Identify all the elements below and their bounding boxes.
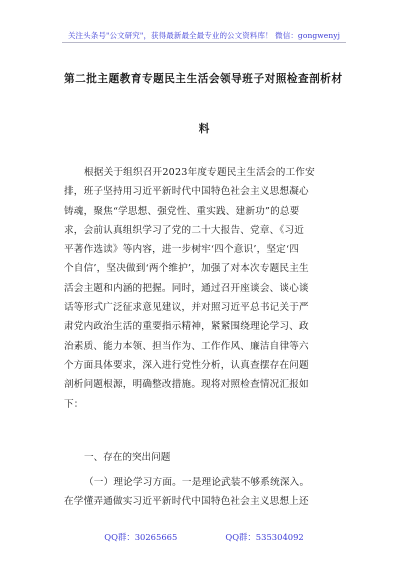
subsection-paragraph bbox=[64, 473, 346, 512]
header-banner: 关注头条号"公文研究"，获得最新最全最专业的公文资料库！ 微信：gongwenyj bbox=[67, 31, 341, 40]
qq-group-1: QQ群：30265665 bbox=[104, 532, 178, 542]
paragraph-line: 平著作选读》等内容，进一步树牢‘四个意识’，坚定‘四 bbox=[64, 244, 300, 256]
footer-banner bbox=[0, 531, 408, 543]
paragraph-line: 个方面具体要求，深入进行党性分析，认真查摆存在问题 bbox=[64, 359, 309, 371]
intro-paragraph bbox=[64, 163, 346, 414]
paragraph-line: 下： bbox=[64, 398, 84, 410]
paragraph-line: 肃党内政治生活的重要指示精神，紧紧围绕理论学习、政 bbox=[64, 321, 309, 333]
qq-group-2: QQ群：535304092 bbox=[225, 532, 304, 542]
section-heading: 一、存在的突出问题 bbox=[84, 452, 171, 463]
paragraph-line: 剖析问题根源，明确整改措施。现将对照检查情况汇报如 bbox=[64, 379, 309, 391]
paragraph-line: 铸魂，聚焦“学思想、强党性、重实践、建新功”的总要 bbox=[64, 205, 300, 217]
paragraph-line: （一）理论学习方面。一是理论武装不够系统深入。 bbox=[84, 477, 310, 488]
paragraph-line: 治素质、能力本领、担当作为、工作作风、廉洁自律等六 bbox=[64, 340, 309, 352]
header-divider bbox=[62, 42, 346, 43]
paragraph-line: 求，会前认真组织学习了党的二十大报告、党章、《习近 bbox=[64, 224, 305, 236]
paragraph-line: 个自信’，坚决做到‘两个维护’，加强了对本次专题民主生 bbox=[64, 263, 309, 275]
paragraph-line: 在学懂弄通做实习近平新时代中国特色社会主义思想上还 bbox=[64, 496, 309, 508]
paragraph-line: 排，班子坚持用习近平新时代中国特色社会主义思想凝心 bbox=[64, 186, 309, 198]
paragraph-line: 活会主题和内涵的把握。同时，通过召开座谈会、谈心谈 bbox=[64, 282, 309, 294]
paragraph-line: 根据关于组织召开2023年度专题民主生活会的工作安 bbox=[84, 167, 315, 178]
document-title-continuation: 料 bbox=[198, 123, 210, 135]
document-title: 第二批主题教育专题民主生活会领导班子对照检查剖析材 bbox=[64, 73, 343, 85]
paragraph-line: 话等形式广泛征求意见建议，并对照习近平总书记关于严 bbox=[64, 302, 309, 314]
